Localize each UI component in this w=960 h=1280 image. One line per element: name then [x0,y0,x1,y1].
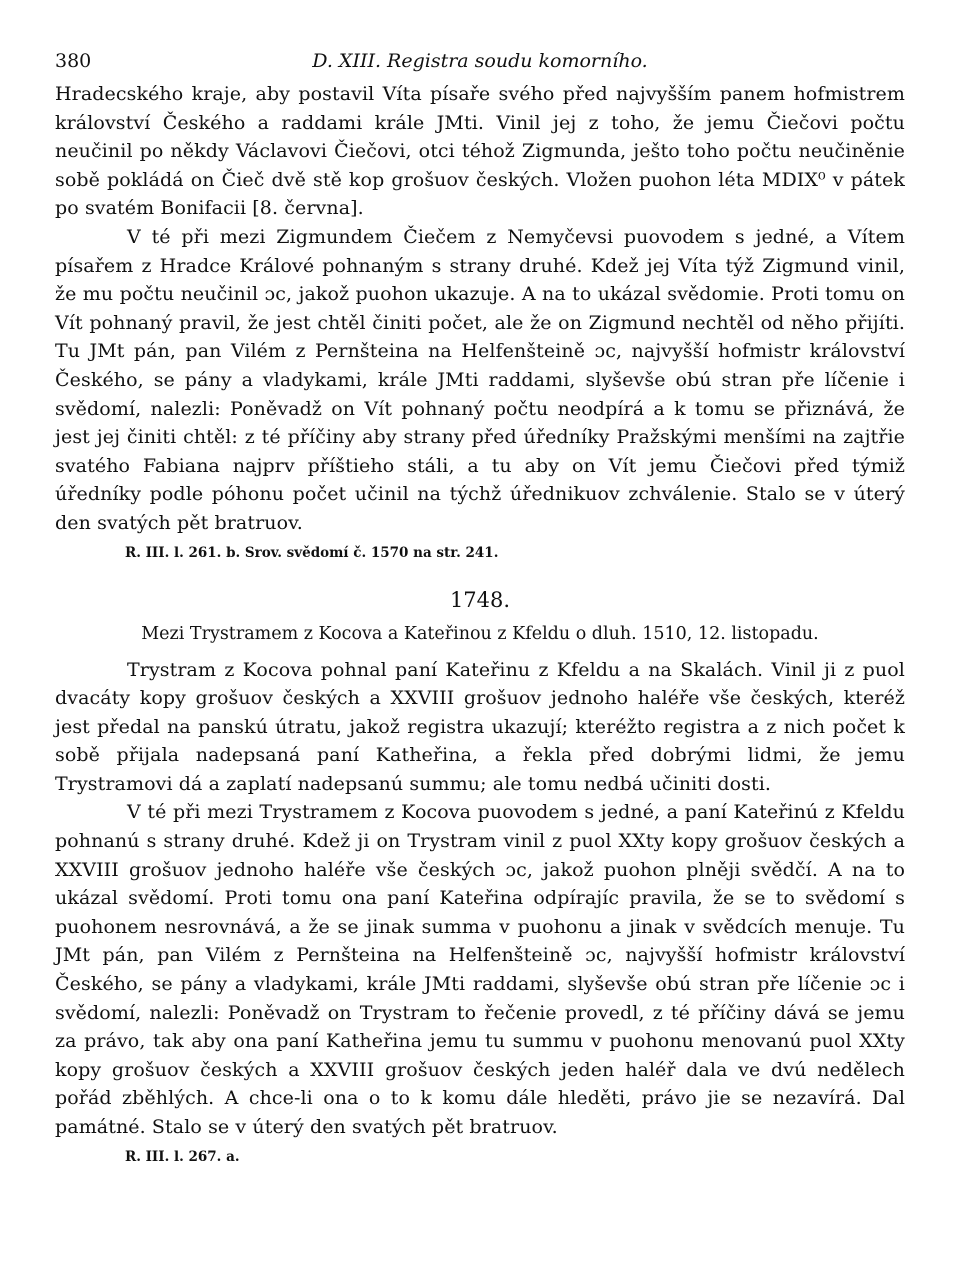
page-number: 380 [55,50,92,72]
complaint-paragraph: Trystram z Kocova pohnal paní Kateřinu z Kfeldu a na Skalách. Vinil ji z puol dvacáty kopy grošuov českých a XXVIII grošuov jednoho haléře vše českých, kteréž jest předal na panskú útratu, jakož registra ukazují; kteréžto registra a z nich počet k sobě přijala nadepsaná paní Katheřina, a řekla před dobrými lidmi, že jemu Trystramovi dá a zaplatí nadepsanú summu; ale tomu nedbá učiniti dosti. [55,658,905,795]
document-page [55,40,905,1168]
ruling-paragraph: V té při mezi Zigmundem Čiečem z Nemyčevsi puovodem s jedné, a Vítem písařem z Hradce Králové pohnaným s strany druhé. Kdež jej Víta týž Zigmund vinil, že mu počtu neučinil ɔc, jakož puohon ukazuje. A na to ukázal svědomie. Proti tomu on Vít pohnaný pravil, že jest chtěl činiti počet, ale že on Zigmund nechtěl od něho přijíti. Tu JMt pán, pan Vilém z Pernšteina na Helfenšteině ɔc, najvyšší hofmistr království Českého, se pány a vladykami, krále JMti raddami, slyševše obú stran pře líčenie i svědomí, nalezli: Poněvadž on Vít pohnaný počtu neodpírá a k tomu se přiznává, že jest jej činiti chtěl: z té příčiny aby strany před úředníky Pražskými menšími na zajtřie svatého Fabiana najprv příštieho stáli, a tu aby on Vít jemu Čiečovi před týmiž úředníky podle póhonu počet učinil na týchž úřednikuov zchválenie. Stalo se v úterý den svatých pět bratruov. [55,225,905,534]
entry-number: 1748. [449,587,511,612]
running-header [55,40,905,80]
entry-summary: Mezi Trystramem z Kocova a Kateřinou z Kfeldu o dluh. 1510, 12. listopadu. [141,623,819,644]
ruling-paragraph: V té při mezi Trystramem z Kocova puovodem s jedné, a paní Kateřinú z Kfeldu pohnanú s strany druhé. Kdež ji on Trystram vinil z puol XXty kopy grošuov českých a XXVIII grošuov jednoho haléře vše českých ɔc, jakož puohon plněji svědčí. A na to ukázal svědomí. Proti tomu ona paní Kateřina odpírajíc pravila, že se to svědomí s puohonem nesrovnává, a že se jinak summa v puohonu a jinak v svědcích menuje. Tu JMt pán, pan Vilém z Pernšteina na Helfenšteině ɔc, najvyšší hofmistr království Českého, se pány a vladykami, krále JMti raddami, slyševše obú stran pře líčenie ɔc i svědomí, nalezli: Poněvadž on Trystram to řečenie provedl, z té příčiny dává se jemu za právo, tak aby ona paní Katheřina jemu tu summu v puohonu menovanú puol XXty kopy grošuov českých a XXVIII grošuov českých jeden haléř dala ve dvú nedělech pořád zběhlých. A chce-li ona o to k komu dále hleděti, právo jie se nezavírá. Dal památné. Stalo se v úterý den svatých pět bratruov. [55,801,905,1138]
source-note: R. III. l. 267. a. [125,1148,240,1165]
running-title: D. XIII. Registra soudu komorního. [312,50,648,72]
source-note: R. III. l. 261. b. Srov. svědomí č. 1570 na str. 241. [125,544,499,561]
continued-paragraph: Hradecského kraje, aby postavil Víta písaře svého před najvyšším panem hofmistrem království Českého a raddami krále JMti. Vinil jej z toho, že jemu Čiečovi počtu neučinil po někdy Václavovi Čiečovi, otci téhož Zigmunda, ješto toho počtu neučiněnie sobě pokládá on Čieč dvě stě kop grošuov českých. Vložen puohon léta MDIX⁰ v pátek po svatém Bonifacii [8. června]. [55,83,905,220]
